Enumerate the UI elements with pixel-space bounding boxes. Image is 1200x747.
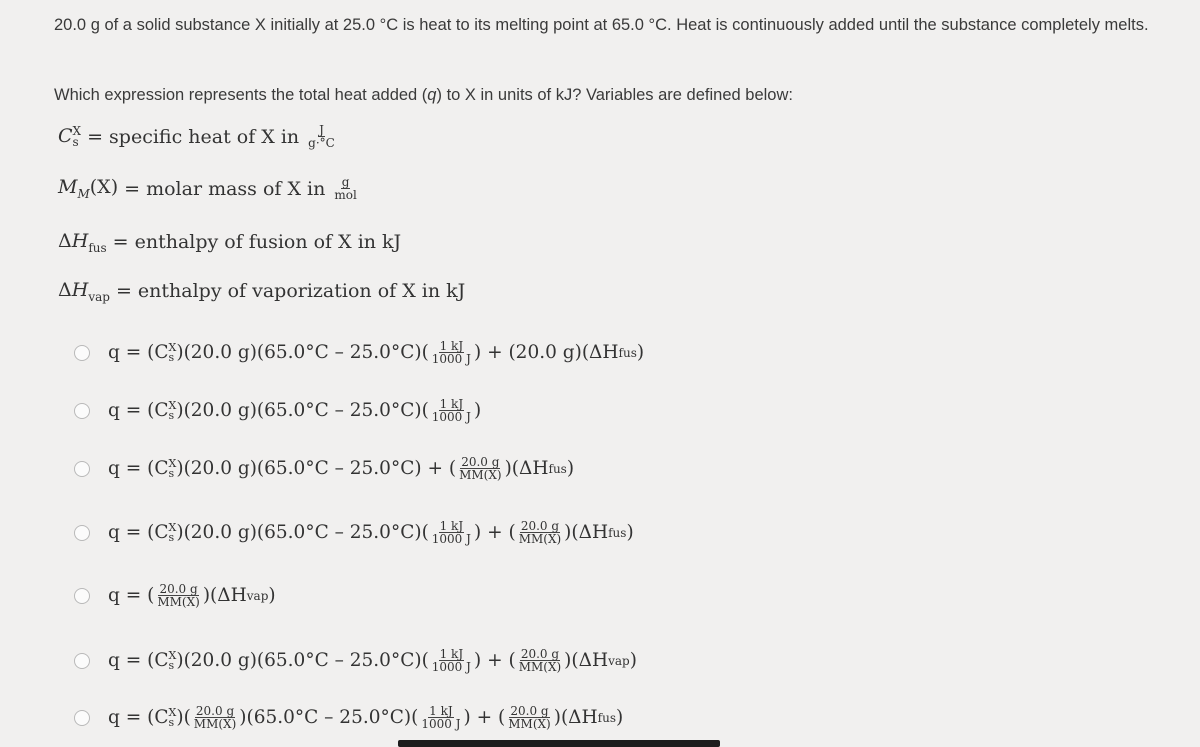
answer-option-f[interactable]: [74, 648, 637, 673]
radio-button-f[interactable]: [74, 653, 90, 669]
answer-option-g[interactable]: [74, 705, 623, 730]
definition-molar-mass: $M_M(X)$ = molar mass of X in $\frac{g}{\text{mol}}$: [58, 175, 357, 202]
option-g-expression: q = (C X s ) ( $\frac{20.0 g}{MM(X)}$ ) (65.0°C – 25.0°C)( $\frac{1 kJ}{1000 J}$ ) + ( $\frac{20.0 g}{MM(X)}$ ) (ΔH fus ): [108, 704, 624, 731]
option-b-expression: q = (C X s ) (20.0 g) (65.0°C – 25.0°C) ( $\frac{1 kJ}{1000 J}$ ): [108, 397, 482, 424]
option-f-expression: q = (C X s ) (20.0 g) (65.0°C – 25.0°C) ( $\frac{1 kJ}{1000 J}$ ) + ( $\frac{20.0 g}{MM(X)}$ ) (ΔH vap ): [108, 647, 637, 674]
definition-fusion: $\Delta H_{fus}$ = enthalpy of fusion of X in kJ: [58, 230, 402, 255]
answer-option-e[interactable]: [74, 583, 276, 608]
specific-heat-unit: $\frac{J}{g\cdot^\circ C}$: [308, 123, 335, 150]
question-intro: 20.0 g of a solid substance X initially at 25.0 °C is heat to its melting point at 65.0 °C. Heat is continuously added until the substance completely melts.: [54, 16, 1149, 34]
molar-mass-unit: $\frac{g}{\text{mol}}$: [334, 175, 357, 202]
radio-button-a[interactable]: [74, 345, 90, 361]
answer-option-b[interactable]: [74, 398, 481, 423]
option-e-expression: q = ( $\frac{20.0 g}{MM(X)}$ ) (ΔH vap ): [108, 582, 276, 609]
radio-button-d[interactable]: [74, 525, 90, 541]
radio-button-e[interactable]: [74, 588, 90, 604]
option-a-expression: q = (C X s ) (20.0 g) (65.0°C – 25.0°C) ( $\frac{1 kJ}{1000 J}$ ) + (20.0 g)(ΔH fus ): [108, 339, 645, 366]
answer-option-d[interactable]: [74, 520, 634, 545]
definition-vaporization: $\Delta H_{vap}$ = enthalpy of vaporization of X in kJ: [58, 279, 466, 304]
horizontal-scrollbar-thumb[interactable]: [398, 740, 720, 747]
prompt-var-q: q: [427, 86, 437, 104]
answer-option-a[interactable]: [74, 340, 644, 365]
definition-specific-heat: C X s = specific heat of X in $\frac{J}{g\cdot^\circ C}$: [58, 123, 335, 150]
option-d-expression: q = (C X s ) (20.0 g) (65.0°C – 25.0°C) ( $\frac{1 kJ}{1000 J}$ ) + ( $\frac{20.0 g}{MM(X)}$ ) (ΔH fus ): [108, 519, 634, 546]
question-prompt: [54, 86, 793, 105]
prompt-text-2: ) to X in units of kJ? Variables are defined below:: [436, 86, 793, 104]
answer-option-c[interactable]: [74, 456, 574, 481]
prompt-text-1: Which expression represents the total heat added (: [54, 86, 428, 104]
radio-button-g[interactable]: [74, 710, 90, 726]
radio-button-b[interactable]: [74, 403, 90, 419]
radio-button-c[interactable]: [74, 461, 90, 477]
option-c-expression: q = (C X s ) (20.0 g) (65.0°C – 25.0°C) + ( $\frac{20.0 g}{MM(X)}$ ) (ΔH fus ): [108, 455, 575, 482]
